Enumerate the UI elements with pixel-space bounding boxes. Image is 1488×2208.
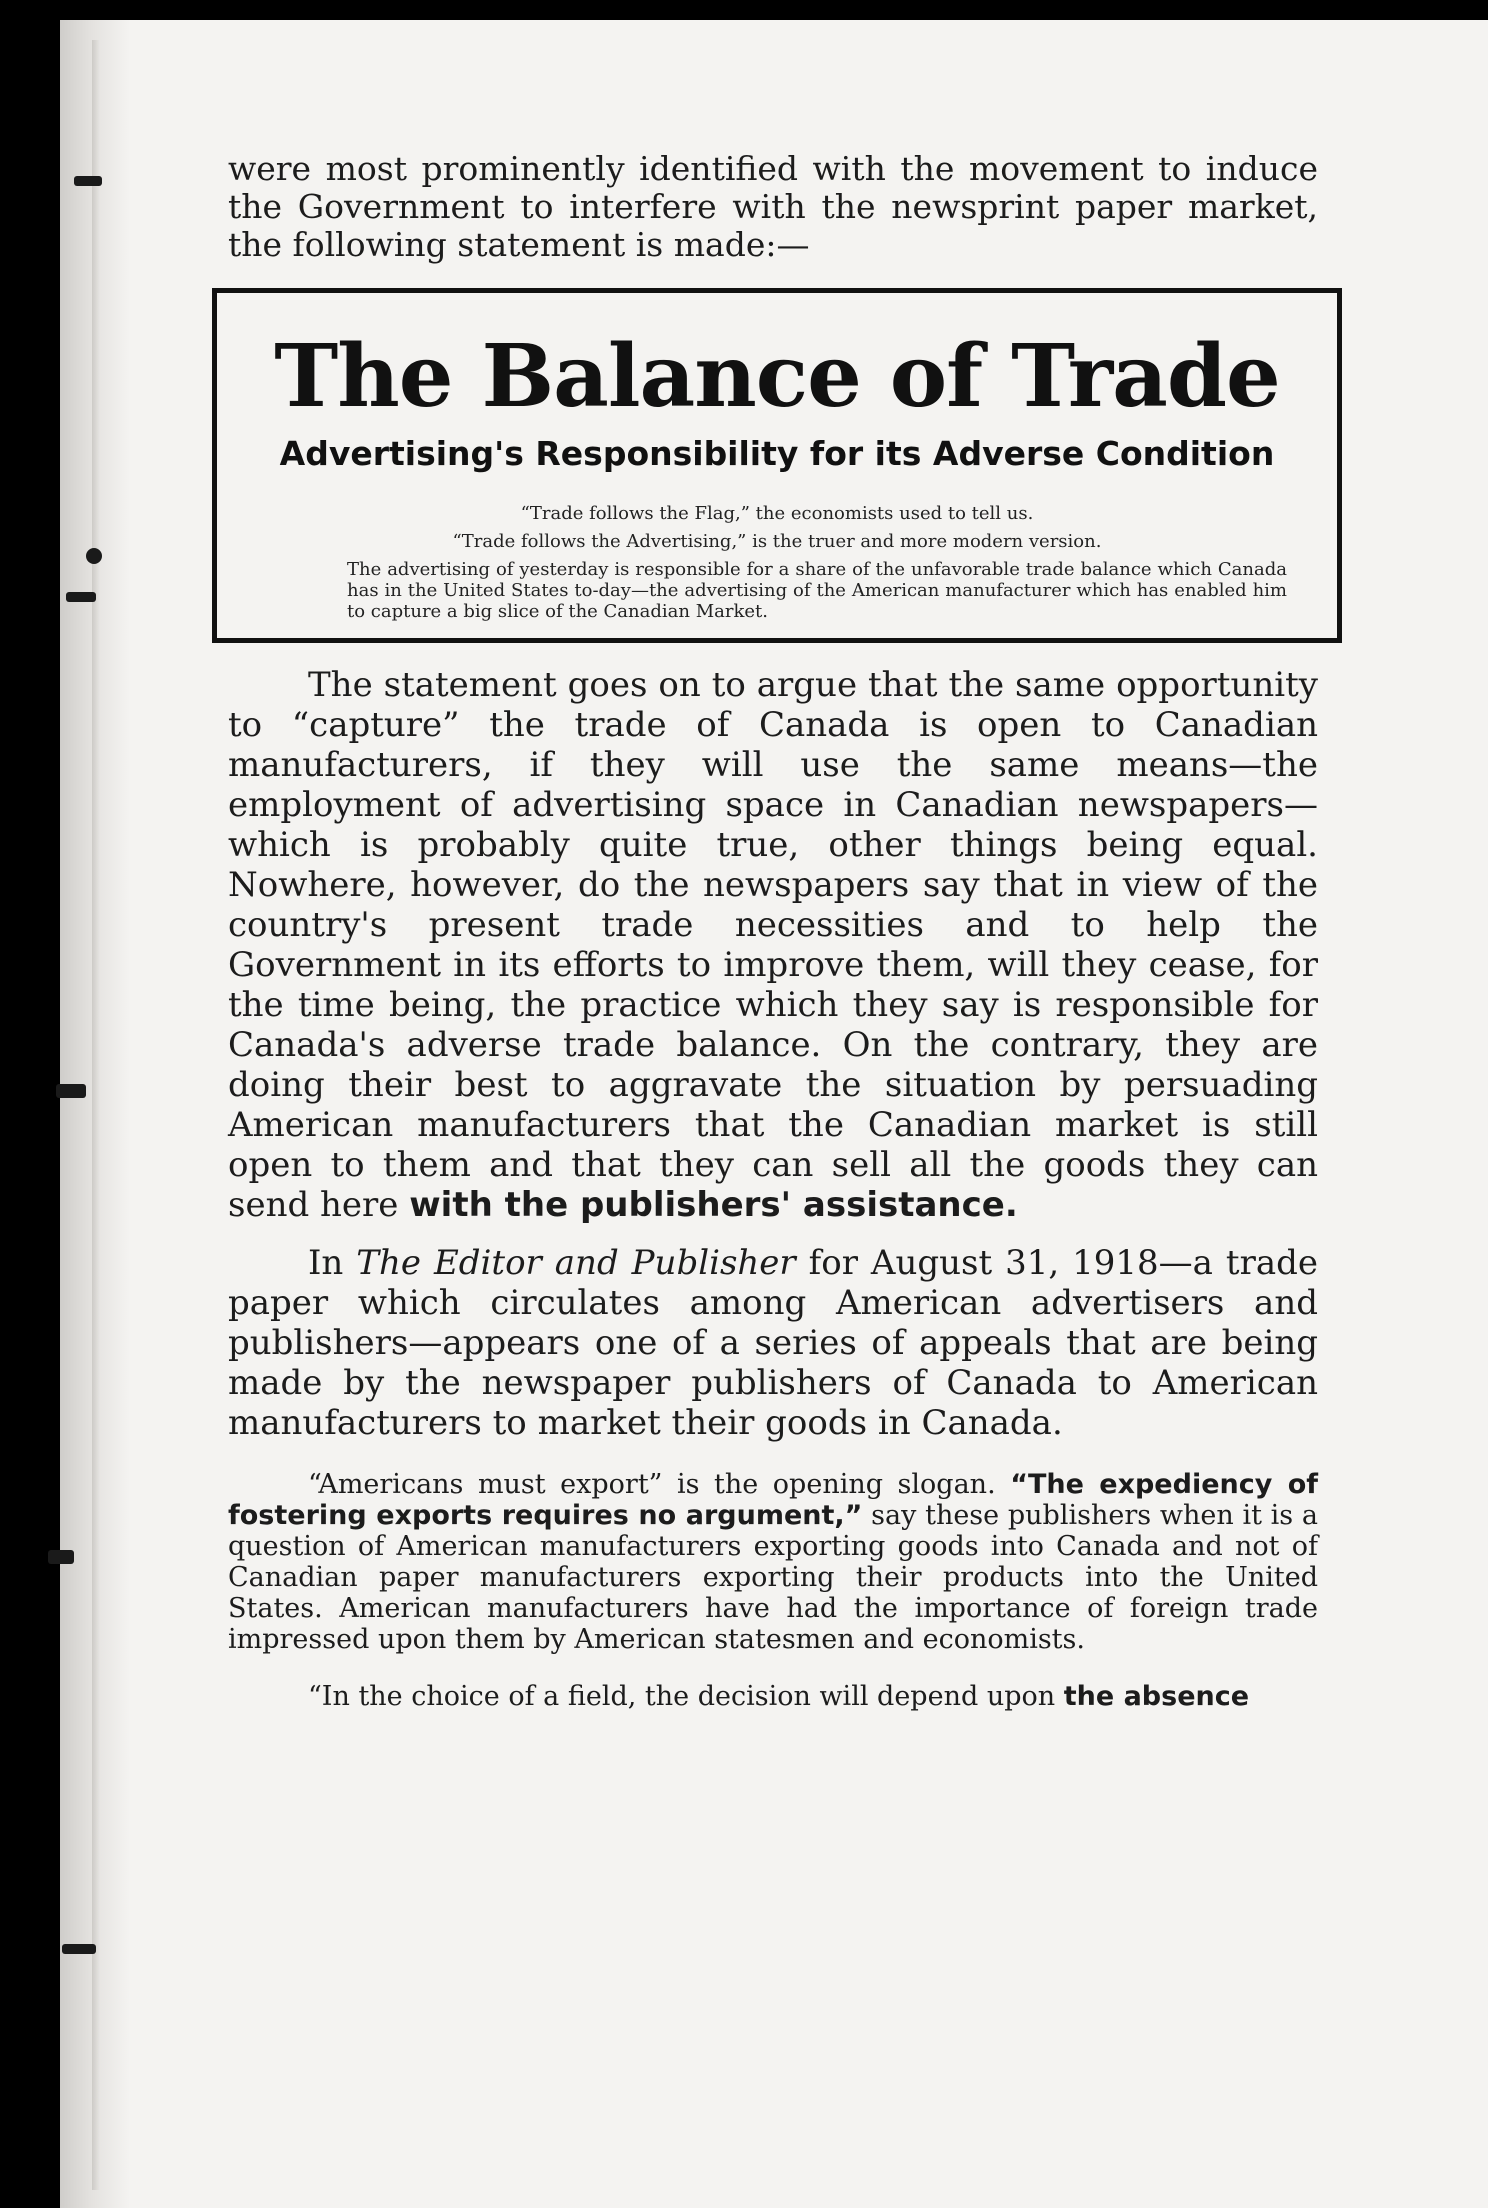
binding-mark [56,1084,86,1098]
paragraph-text: for August 31, 1918—a trade paper which circulates among American advertisers and publishers—appears one of a series of appeals that are being made by the newspaper publishers of Canada to American manufacturers to market their goods in Canada. [228,1243,1318,1443]
body-paragraph-1 [228,665,1318,1225]
binding-mark [66,592,96,602]
ad-quote-advertising: “Trade follows the Advertising,” is the truer and more modern version. [452,531,1102,552]
body-paragraph-2 [228,1243,1318,1443]
spacer [228,1655,1318,1681]
spacer [228,1225,1318,1243]
body-paragraph-3 [228,1469,1318,1655]
paragraph-text: “In the choice of a field, the decision will depend upon [308,1681,1064,1712]
emphasis-text: the absence [1063,1681,1250,1712]
paragraph-text: “Americans must export” is the opening slogan. [308,1469,1011,1500]
binding-mark [48,1550,74,1564]
ad-subtitle: Advertising's Responsibility for its Adverse Condition [279,434,1275,473]
intro-paragraph: were most prominently identified with the movement to induce the Government to interfere with the newsprint paper market, the following statement is made:— [228,149,1318,264]
binding-edge [92,40,100,2190]
page-content [228,150,1318,1712]
binding-mark [86,548,102,564]
emphasis-text: with the publishers' assistance. [409,1185,1018,1225]
binding-mark [62,1944,96,1954]
paragraph-text: The statement goes on to argue that the same opportunity to “capture” the trade of Canada is open to Canadian manufacturers, if they will use the same means—the employment of advertising space in Canadian newspapers—which is probably quite true, other things being equal. Nowhere, however, do the newspapers say that in view of the country's present trade necessities and to help the Government in its efforts to improve them, will they cease, for the time being, the practice which they say is responsible for Canada's adverse trade balance. On the contrary, they are doing their best to aggravate the situation by persuading American manufacturers that the Canadian market is still open to them and that they can sell all the goods they can send here [228,665,1318,1225]
ad-title: The Balance of Trade [274,326,1280,427]
paragraph-text: say these publishers when it is a question of American manufacturers exporting goods into Canada and not of Canadian paper manufacturers exporting their products into the United States. American manufacturers have had the importance of foreign trade impressed upon them by American statesmen and economists. [228,1500,1319,1655]
ad-body: The advertising of yesterday is responsible for a share of the unfavorable trade balance which Canada has in the United States to-day—the advertising of the American manufacturer which has enabled him to capture a big slice of the Canadian Market. [347,559,1287,622]
spacer [228,1443,1318,1469]
boxed-advertisement [212,288,1342,643]
emphasis-text: “The expediency of fostering exports requires no argument,” [228,1469,1318,1531]
paragraph-text: In [308,1243,357,1283]
body-paragraph-4 [228,1681,1318,1712]
binding-mark [74,176,102,186]
ad-quote-flag: “Trade follows the Flag,” the economists used to tell us. [520,503,1034,524]
publication-title: The Editor and Publisher [356,1243,796,1283]
